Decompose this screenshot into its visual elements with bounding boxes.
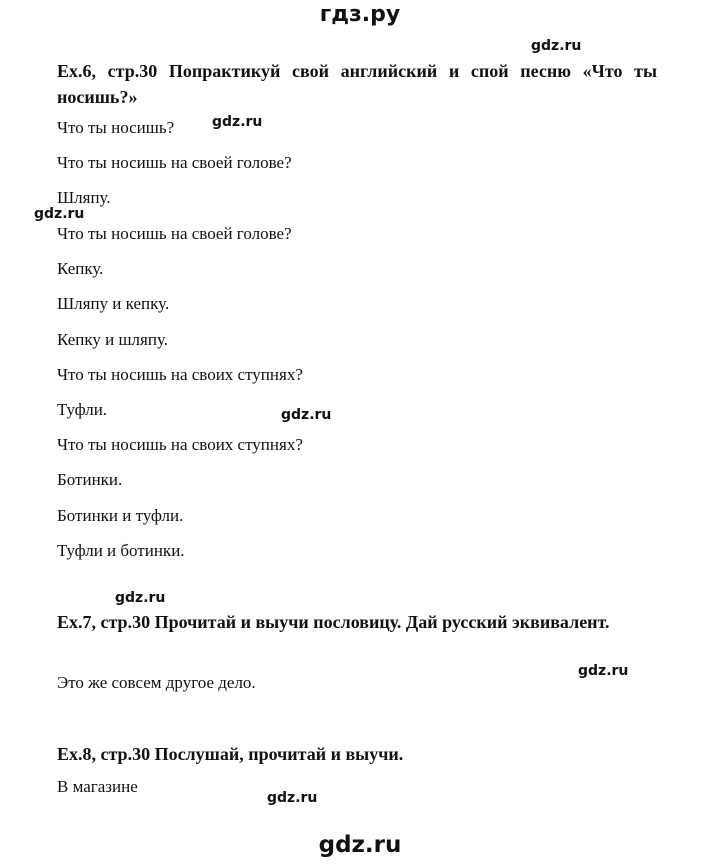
exercise-6-line: Что ты носишь на своих ступнях? [57,435,303,454]
exercise-8-heading: Ex.8, стр.30 Послушай, прочитай и выучи. [57,744,404,764]
exercise-6-line: Что ты носишь на своих ступнях? [57,365,303,384]
exercise-6-line: Кепку. [57,259,104,278]
watermark: gdz.ru [115,590,166,606]
exercise-6-line: Кепку и шляпу. [57,330,168,349]
exercise-6-heading: Ex.6, стр.30 Попрактикуй свой английский и спой песню «Что ты носишь?» [57,61,657,107]
watermark: gdz.ru [212,114,263,130]
exercise-6-line: Что ты носишь на своей голове? [57,224,292,243]
exercise-7-line: Это же совсем другое дело. [57,673,256,692]
exercise-6-line: Ботинки и туфли. [57,506,184,525]
watermark: gdz.ru [281,407,332,423]
exercise-6-line: Туфли. [57,400,108,419]
site-footer-title: gdz.ru [318,832,402,858]
exercise-6-line: Что ты носишь? [57,118,175,137]
watermark: gdz.ru [531,38,582,54]
watermark: gdz.ru [34,206,85,222]
watermark: gdz.ru [267,790,318,806]
exercise-6-line: Туфли и ботинки. [57,541,185,560]
watermark: gdz.ru [578,663,629,679]
site-header-title: гдз.ру [319,2,401,27]
exercise-6-line: Ботинки. [57,470,123,489]
exercise-6-line: Что ты носишь на своей голове? [57,153,292,172]
exercise-7-heading: Ex.7, стр.30 Прочитай и выучи пословицу. Дай русский эквивалент. [57,612,610,632]
exercise-6-line: Шляпу. [57,188,111,207]
exercise-6-line: Шляпу и кепку. [57,294,170,313]
exercise-8-line: В магазине [57,777,138,796]
